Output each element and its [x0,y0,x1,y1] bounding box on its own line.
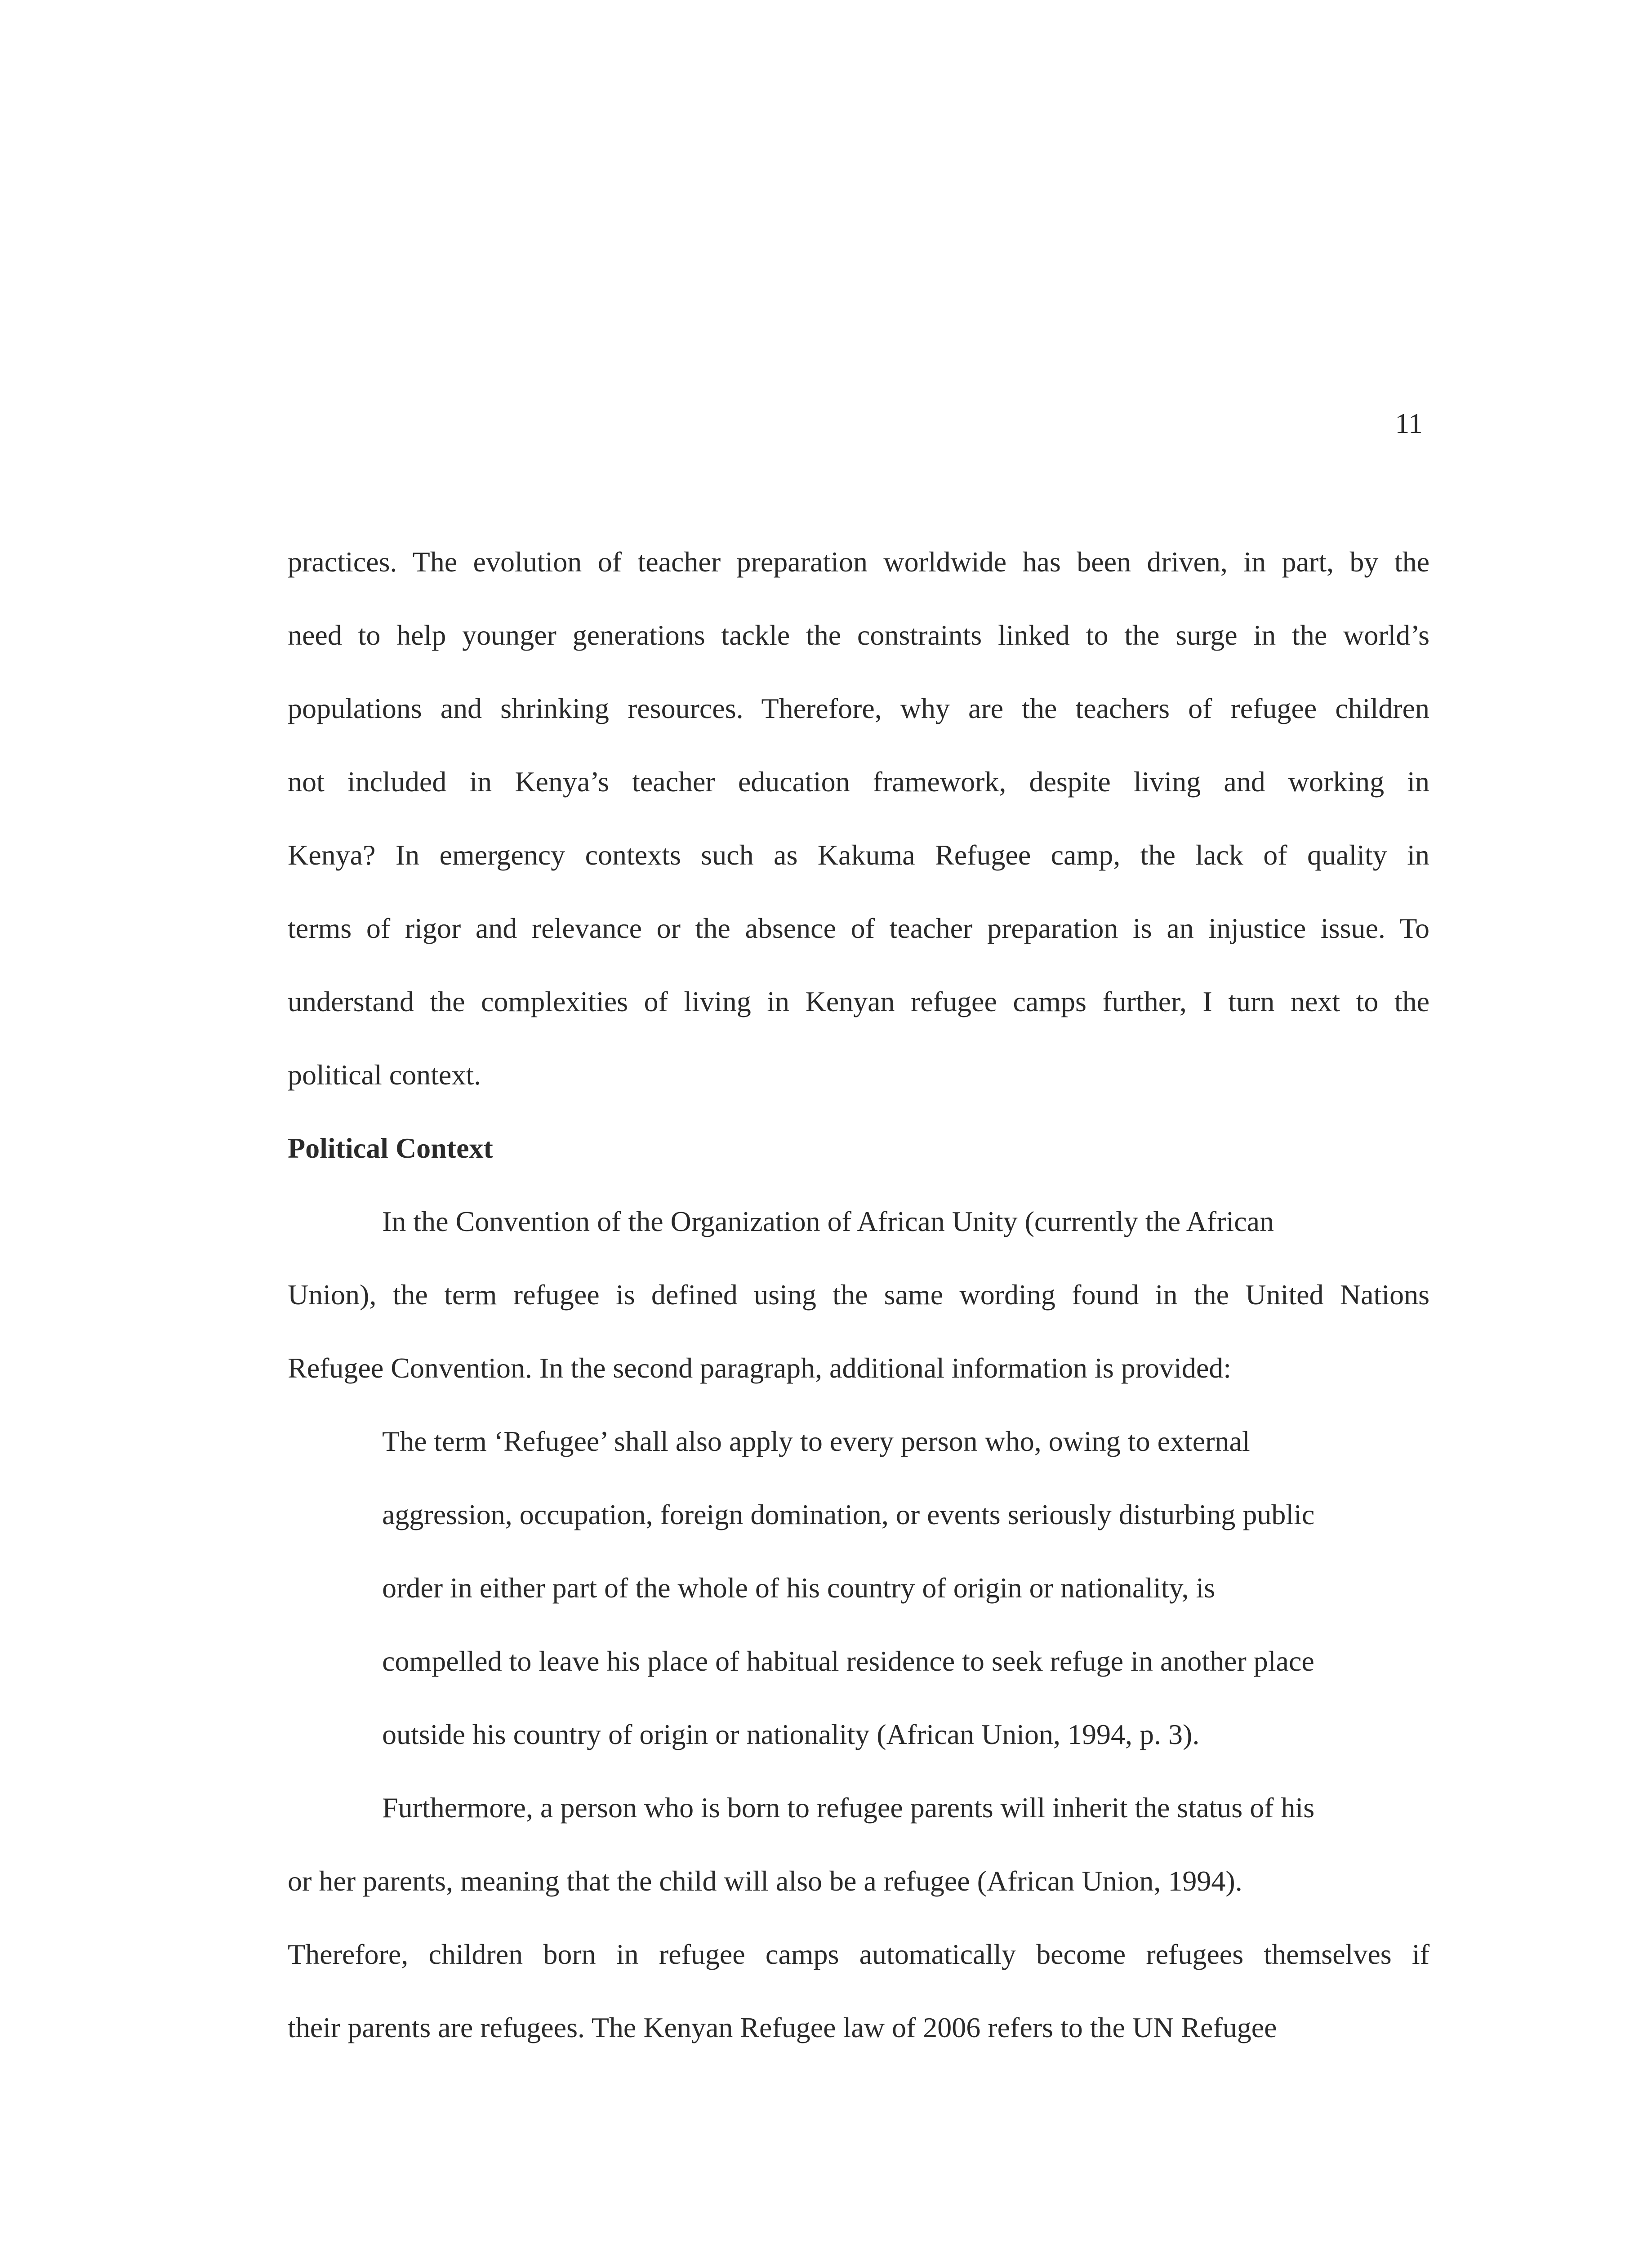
quote-line: The term ‘Refugee’ shall also apply to every person who, owing to external [382,1425,1250,1457]
text-line: not included in Kenya’s teacher education framework, despite living and working in [288,766,1429,798]
text-line: Refugee Convention. In the second paragraph, additional information is provided: [288,1352,1231,1384]
text-line: Kenya? In emergency contexts such as Kakuma Refugee camp, the lack of quality in [288,839,1429,871]
quote-line: order in either part of the whole of his country of origin or nationality, is [382,1572,1216,1604]
page-number: 11 [1395,407,1423,439]
text-line: Furthermore, a person who is born to refugee parents will inherit the status of his [382,1792,1315,1824]
text-line: need to help younger generations tackle the constraints linked to the surge in the world’s [288,619,1429,651]
section-heading: Political Context [288,1132,493,1164]
text-line: terms of rigor and relevance or the absence of teacher preparation is an injustice issue. To [288,912,1429,944]
text-line: populations and shrinking resources. Therefore, why are the teachers of refugee children [288,692,1429,724]
text-line: Therefore, children born in refugee camps automatically become refugees themselves if [288,1938,1429,1970]
quote-line: aggression, occupation, foreign domination, or events seriously disturbing public [382,1499,1315,1530]
text-line: Union), the term refugee is defined using the same wording found in the United Nations [288,1279,1429,1311]
paragraph-3 [288,1790,1429,2083]
text-line: practices. The evolution of teacher preparation worldwide has been driven, in part, by the [288,546,1429,578]
block-quote [288,1423,1429,1790]
paragraph-1 [288,544,1429,1130]
paragraph-2 [288,1204,1429,1423]
text-line: In the Convention of the Organization of African Unity (currently the African [382,1205,1274,1237]
quote-line: compelled to leave his place of habitual residence to seek refuge in another place [382,1645,1314,1677]
text-line: political context. [288,1059,481,1091]
quote-line: outside his country of origin or nationality (African Union, 1994, p. 3). [382,1718,1200,1750]
document-body [288,544,1429,2083]
text-line: or her parents, meaning that the child will also be a refugee (African Union, 1994). [288,1865,1242,1897]
text-line: understand the complexities of living in Kenyan refugee camps further, I turn next to the [288,986,1429,1017]
text-line: their parents are refugees. The Kenyan Refugee law of 2006 refers to the UN Refugee [288,2012,1277,2043]
